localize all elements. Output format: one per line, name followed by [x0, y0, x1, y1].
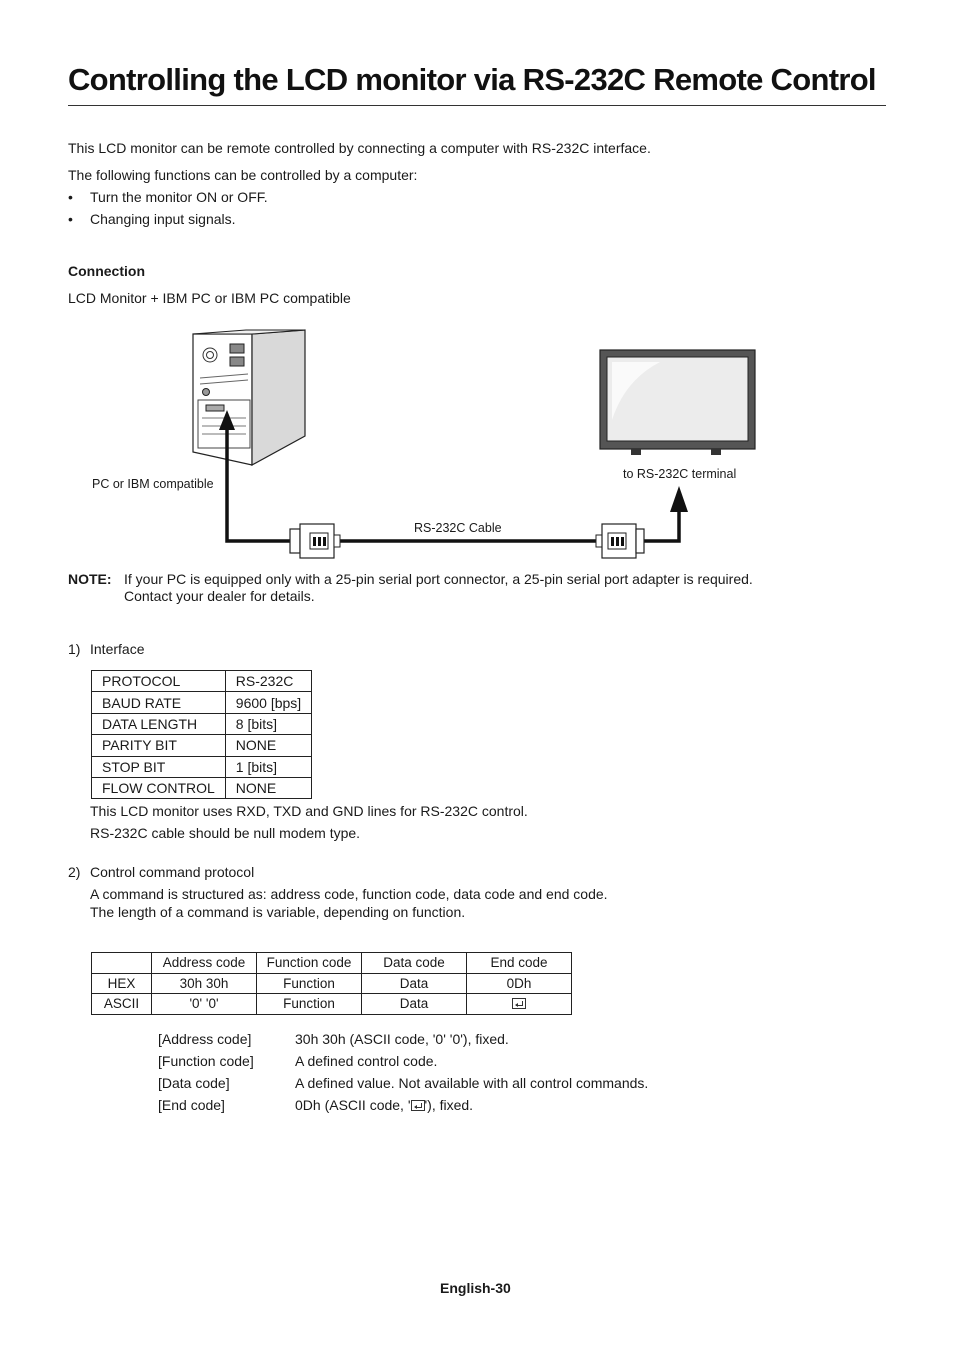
intro-line-1: This LCD monitor can be remote controlled by connecting a computer with RS-232C interface.	[68, 140, 651, 156]
definition-term: [Function code]	[158, 1053, 254, 1069]
table-cell	[467, 994, 572, 1015]
title-rule	[68, 105, 886, 106]
page-number: English-30	[440, 1280, 511, 1296]
table-header-row	[92, 953, 572, 974]
table-header	[92, 953, 152, 974]
table-key: PROTOCOL	[92, 671, 226, 692]
definition-term: [End code]	[158, 1097, 225, 1113]
command-table	[91, 952, 572, 1015]
protocol-line-2: The length of a command is variable, depending on function.	[90, 904, 466, 920]
definition-term: [Data code]	[158, 1075, 230, 1091]
definition-desc-before: 0Dh (ASCII code, '	[295, 1097, 411, 1113]
note-line-2: Contact your dealer for details.	[124, 588, 315, 604]
table-cell: Function	[257, 994, 362, 1015]
table-cell: 0Dh	[467, 973, 572, 994]
table-row	[92, 777, 312, 798]
return-key-icon	[411, 1100, 425, 1111]
table-row	[92, 713, 312, 734]
interface-note-1: This LCD monitor uses RXD, TXD and GND lines for RS-232C control.	[90, 803, 528, 819]
page-title: Controlling the LCD monitor via RS-232C Remote Control	[68, 62, 876, 97]
definition-desc-after: '), fixed.	[424, 1097, 474, 1113]
table-cell: Data	[362, 973, 467, 994]
definition-desc: A defined value. Not available with all control commands.	[295, 1075, 649, 1091]
definition-desc	[295, 1097, 473, 1113]
bullet-dot: •	[68, 189, 73, 205]
table-cell: Function	[257, 973, 362, 994]
bullet-item	[68, 211, 236, 227]
table-key: PARITY BIT	[92, 735, 226, 756]
interface-table	[91, 670, 312, 799]
protocol-line-1: A command is structured as: address code, function code, data code and end code.	[90, 886, 608, 902]
definition-row	[158, 1075, 718, 1095]
bullet-text: Changing input signals.	[90, 211, 236, 227]
cable-label: RS-232C Cable	[414, 521, 502, 535]
interface-heading: Interface	[90, 641, 145, 657]
pc-label: PC or IBM compatible	[92, 477, 214, 491]
table-cell: HEX	[92, 973, 152, 994]
table-cell: 30h 30h	[152, 973, 257, 994]
db9-connector-left	[290, 524, 340, 558]
connection-heading: Connection	[68, 263, 145, 279]
definition-row	[158, 1097, 718, 1117]
note-line-1: If your PC is equipped only with a 25-pin serial port connector, a 25-pin serial port adapter is required.	[124, 571, 753, 587]
table-value: NONE	[225, 777, 311, 798]
table-row	[92, 756, 312, 777]
lcd-monitor	[600, 350, 755, 455]
protocol-heading-number: 2)	[68, 864, 81, 880]
table-header: End code	[467, 953, 572, 974]
table-header: Address code	[152, 953, 257, 974]
table-key: BAUD RATE	[92, 692, 226, 713]
return-key-icon	[512, 998, 526, 1009]
table-key: FLOW CONTROL	[92, 777, 226, 798]
table-value: 1 [bits]	[225, 756, 311, 777]
code-definitions	[158, 1031, 718, 1121]
table-cell: '0' '0'	[152, 994, 257, 1015]
pc-tower	[193, 330, 305, 465]
table-row	[92, 994, 572, 1015]
table-row	[92, 735, 312, 756]
table-cell: ASCII	[92, 994, 152, 1015]
table-value: NONE	[225, 735, 311, 756]
table-key: DATA LENGTH	[92, 713, 226, 734]
table-value: 8 [bits]	[225, 713, 311, 734]
table-row	[92, 692, 312, 713]
table-key: STOP BIT	[92, 756, 226, 777]
monitor-label: to RS-232C terminal	[623, 467, 737, 481]
table-header: Function code	[257, 953, 362, 974]
interface-heading-number: 1)	[68, 641, 81, 657]
interface-note-2: RS-232C cable should be null modem type.	[90, 825, 361, 841]
table-row	[92, 671, 312, 692]
bullet-dot: •	[68, 211, 73, 227]
db9-connector-right	[596, 524, 644, 558]
bullet-text: Turn the monitor ON or OFF.	[90, 189, 268, 205]
protocol-heading: Control command protocol	[90, 864, 255, 880]
table-header: Data code	[362, 953, 467, 974]
definition-term: [Address code]	[158, 1031, 252, 1047]
intro-line-2: The following functions can be controlled by a computer:	[68, 167, 418, 183]
bullet-item	[68, 189, 268, 205]
table-value: 9600 [bps]	[225, 692, 311, 713]
table-value: RS-232C	[225, 671, 311, 692]
definition-row	[158, 1053, 718, 1073]
definition-desc: A defined control code.	[295, 1053, 438, 1069]
definition-row	[158, 1031, 718, 1051]
table-row	[92, 973, 572, 994]
table-cell: Data	[362, 994, 467, 1015]
connection-subtitle: LCD Monitor + IBM PC or IBM PC compatible	[68, 290, 351, 306]
note-label: NOTE:	[68, 571, 112, 587]
definition-desc: 30h 30h (ASCII code, '0' '0'), fixed.	[295, 1031, 509, 1047]
